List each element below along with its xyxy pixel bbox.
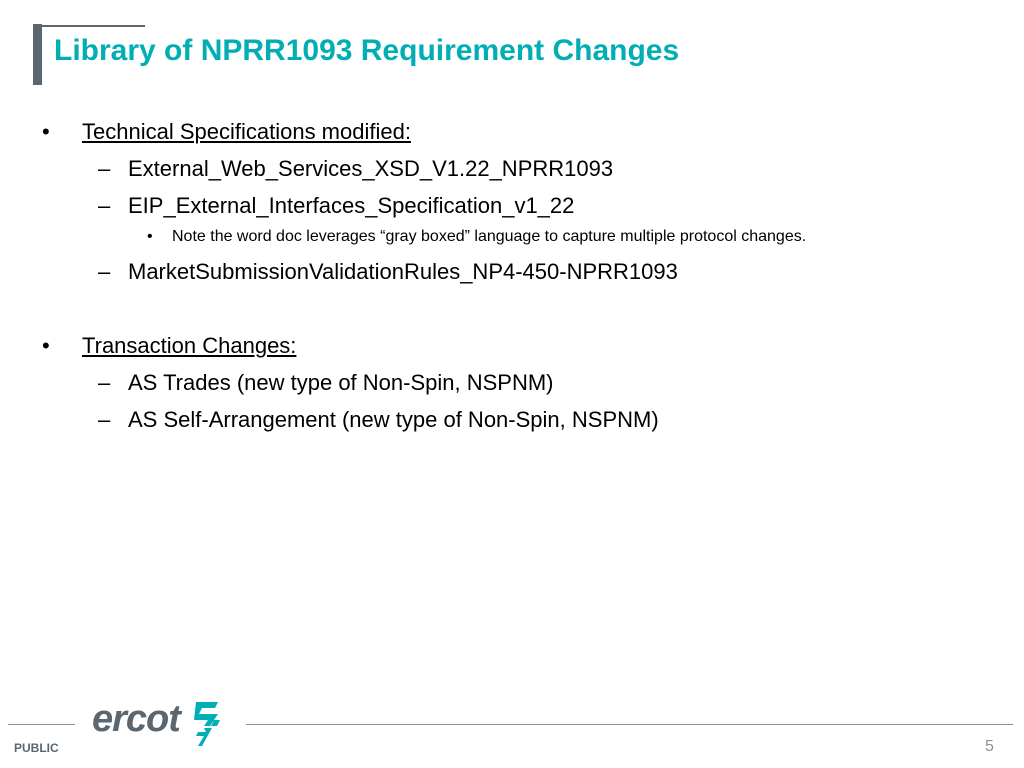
list-item: AS Trades (new type of Non-Spin, NSPNM) [128,370,554,395]
logo-wordmark: ercot [92,698,180,740]
bullet-heading-transaction-changes: Transaction Changes: [82,333,297,358]
dash-marker: – [98,259,111,284]
bullet-heading-technical-specs: Technical Specifications modified: [82,119,411,144]
bullet-marker: • [42,119,50,144]
list-item: AS Self-Arrangement (new type of Non-Spin, NSPNM) [128,407,659,432]
ercot-logo [92,698,232,750]
slide-title: Library of NPRR1093 Requirement Changes [54,34,680,67]
dash-marker: – [98,407,111,432]
sub-bullet-marker: • [147,228,153,245]
dash-marker: – [98,156,111,181]
bullet-marker: • [42,333,50,358]
classification-label: PUBLIC [14,741,59,755]
list-item: MarketSubmissionValidationRules_NP4-450-NPRR1093 [128,259,678,284]
title-accent-bar [33,24,42,85]
dash-marker: – [98,193,111,218]
sub-list-item: Note the word doc leverages “gray boxed” language to capture multiple protocol changes. [172,228,807,245]
dash-marker: – [98,370,111,395]
footer-divider-left [8,724,75,725]
footer-divider-right [246,724,1013,725]
list-item: EIP_External_Interfaces_Specification_v1_22 [128,193,575,218]
lightning-bolt-icon [188,700,222,748]
page-number: 5 [985,738,994,755]
title-accent-line [42,25,145,27]
list-item: External_Web_Services_XSD_V1.22_NPRR1093 [128,156,614,181]
